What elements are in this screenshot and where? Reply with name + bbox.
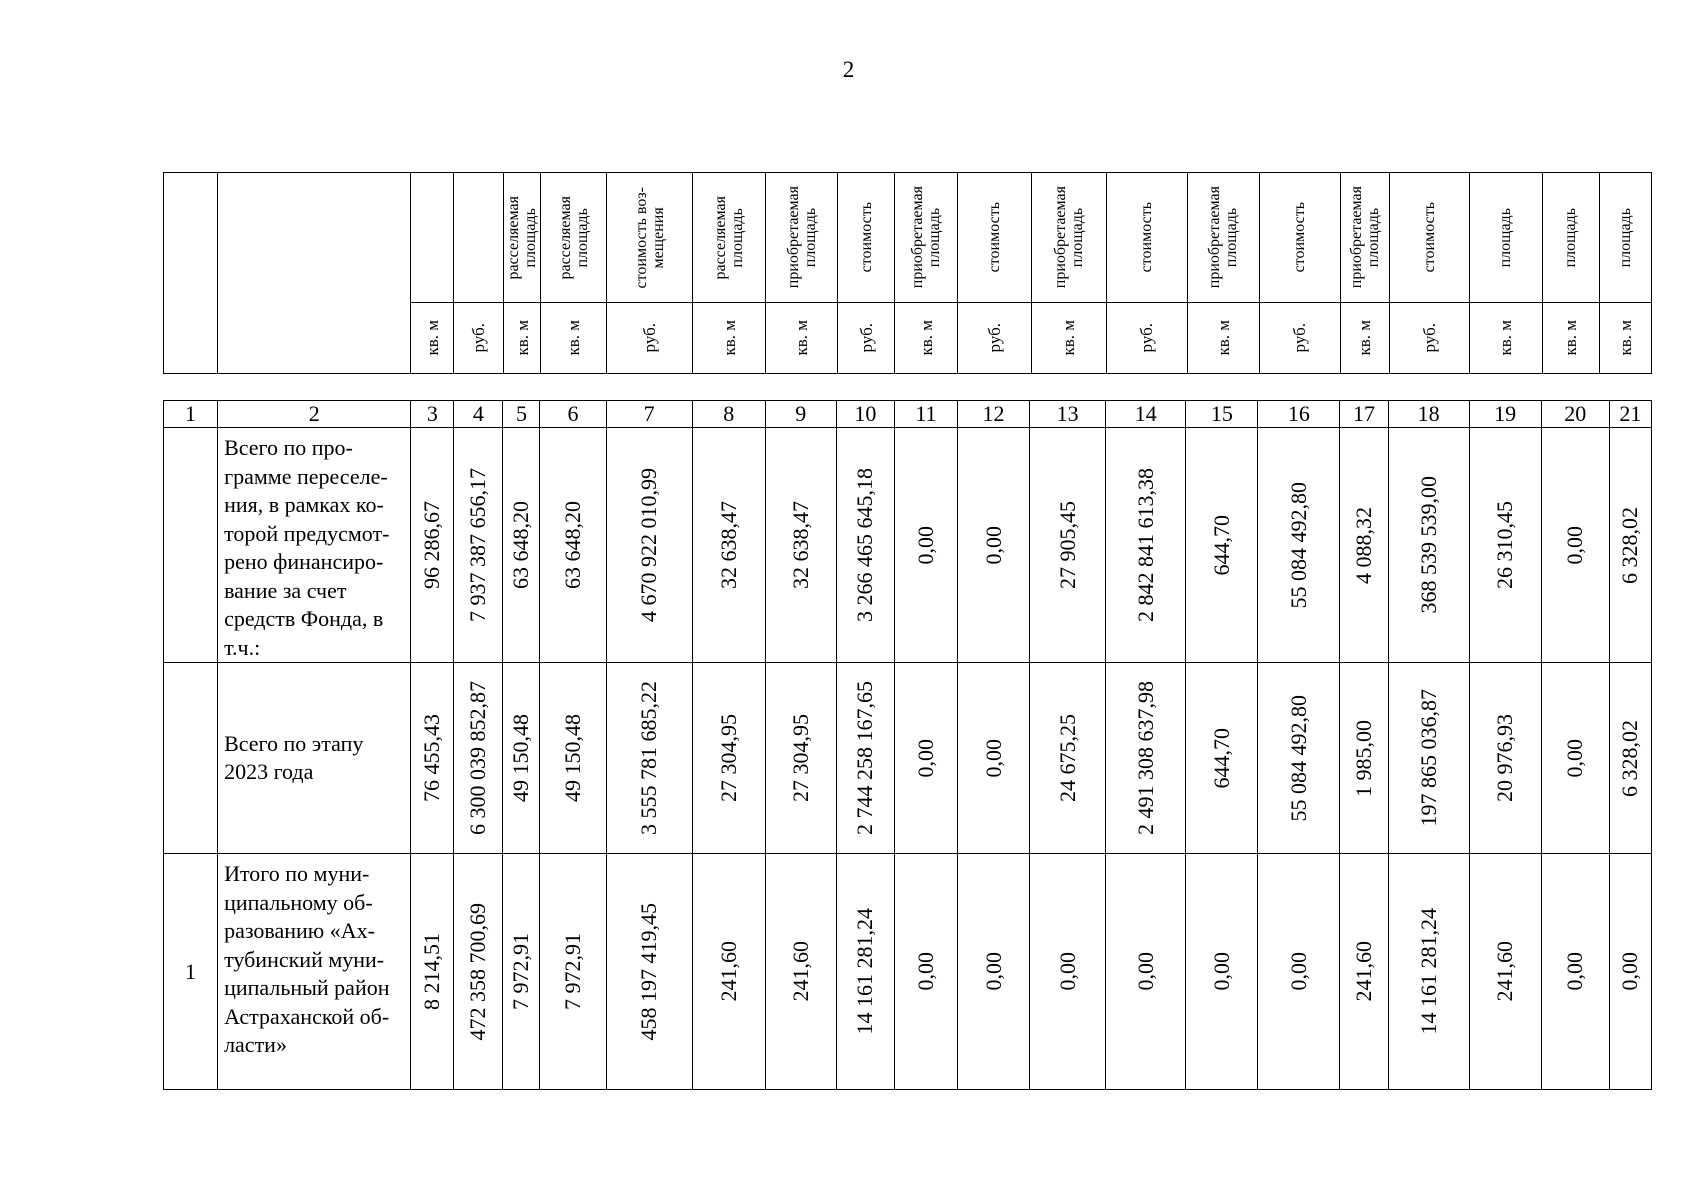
cell-text: 27 304,95 xyxy=(787,714,813,802)
cell-text: 24 675,25 xyxy=(1054,714,1080,802)
cell-text: 241,60 xyxy=(787,941,813,1002)
table-row xyxy=(164,663,1652,854)
cell-text: приобретаемая площадь xyxy=(1051,186,1086,289)
row-name: Всего по этапу 2023 года xyxy=(218,663,411,854)
value-cell xyxy=(692,663,765,854)
column-number: 3 xyxy=(411,401,454,428)
cell-text: 4 670 922 010,99 xyxy=(636,468,662,622)
header-label-cell xyxy=(411,173,454,303)
cell-text: площадь xyxy=(1616,207,1634,268)
row-name: Всего по про- грамме переселе- ния, в рамках ко- торой предусмот- рено финансиро- вание за счет средств Фонда, в т.ч.: xyxy=(218,428,411,663)
value-cell xyxy=(1106,428,1186,663)
cell-text: кв. м xyxy=(1615,320,1635,356)
cell-text: 6 328,02 xyxy=(1617,719,1643,797)
cell-text: 644,70 xyxy=(1208,727,1234,789)
column-number: 16 xyxy=(1258,401,1340,428)
value-cell xyxy=(765,663,836,854)
cell-text: 63 648,20 xyxy=(560,501,585,589)
value-cell xyxy=(1106,663,1186,854)
value-cell xyxy=(1609,663,1651,854)
header-label-cell xyxy=(895,173,958,303)
column-number: 9 xyxy=(765,401,836,428)
header-label-cell xyxy=(454,173,504,303)
cell-text: 49 150,48 xyxy=(560,714,585,802)
cell-text: 14 161 281,24 xyxy=(1415,908,1441,1035)
cell-text: площадь xyxy=(1562,207,1580,268)
cell-text: руб. xyxy=(1419,323,1439,353)
cell-text: 6 328,02 xyxy=(1617,506,1643,584)
cell-text: 0,00 xyxy=(912,525,938,565)
cell-text: кв. м xyxy=(1059,320,1079,356)
cell-text: 241,60 xyxy=(1492,941,1518,1002)
cell-text: 55 084 492,80 xyxy=(1285,481,1311,609)
value-cell xyxy=(1186,663,1258,854)
header-unit-cell xyxy=(1106,303,1187,374)
cell-text: 472 358 700,69 xyxy=(465,902,491,1041)
column-number-row xyxy=(164,401,1652,428)
cell-text: 241,60 xyxy=(1351,941,1376,1002)
cell-text: стоимость xyxy=(857,202,875,273)
cell-text: 63 648,20 xyxy=(508,501,534,589)
value-cell xyxy=(957,663,1029,854)
page-number: 2 xyxy=(842,57,855,82)
cell-text: 0,00 xyxy=(980,952,1006,991)
cell-text: кв. м xyxy=(1355,320,1375,356)
column-number: 2 xyxy=(218,401,411,428)
row-index: 1 xyxy=(164,854,218,1090)
header-unit-cell xyxy=(1542,303,1599,374)
header-label-cell xyxy=(1340,173,1389,303)
cell-text: стоимость xyxy=(1138,202,1156,273)
cell-text: 76 455,43 xyxy=(419,714,445,802)
value-cell xyxy=(606,428,692,663)
cell-text: 55 084 492,80 xyxy=(1285,694,1311,822)
cell-text: 7 972,91 xyxy=(508,933,534,1010)
cell-text: 0,00 xyxy=(912,952,938,991)
cell-text: 458 197 419,45 xyxy=(636,902,662,1041)
column-number: 18 xyxy=(1388,401,1469,428)
cell-text: 0,00 xyxy=(1617,952,1643,991)
header-unit-cell xyxy=(411,303,454,374)
header-unit-cell xyxy=(1259,303,1340,374)
cell-text: кв. м xyxy=(422,320,442,356)
header-label-cell xyxy=(1542,173,1599,303)
header-label-cell xyxy=(504,173,541,303)
cell-text: кв. м xyxy=(1213,320,1233,356)
column-number: 14 xyxy=(1106,401,1186,428)
value-cell xyxy=(1340,854,1388,1090)
cell-text: кв. м xyxy=(564,320,584,356)
cell-text: 2 842 841 613,38 xyxy=(1132,468,1158,622)
column-number: 6 xyxy=(540,401,606,428)
value-cell xyxy=(1258,854,1340,1090)
value-cell xyxy=(503,428,540,663)
column-number: 12 xyxy=(957,401,1029,428)
value-cell xyxy=(411,428,454,663)
header-unit-cell xyxy=(693,303,766,374)
value-cell xyxy=(1469,854,1541,1090)
cell-text: 644,70 xyxy=(1208,514,1234,576)
cell-text: 0,00 xyxy=(1132,952,1158,991)
cell-text: 0,00 xyxy=(912,738,938,778)
header-label-cell xyxy=(541,173,607,303)
value-cell xyxy=(1340,428,1388,663)
header-unit-cell xyxy=(895,303,958,374)
cell-text: 14 161 281,24 xyxy=(852,908,878,1035)
cell-text: 2 491 308 637,98 xyxy=(1132,681,1158,835)
table-row xyxy=(164,428,1652,663)
value-cell xyxy=(1469,428,1541,663)
column-number: 5 xyxy=(503,401,540,428)
cell-text: 197 865 036,87 xyxy=(1415,689,1441,827)
value-cell xyxy=(606,854,692,1090)
header-label-cell xyxy=(1599,173,1651,303)
cell-text: 0,00 xyxy=(1054,952,1080,991)
header-label-cell xyxy=(1106,173,1187,303)
column-number: 10 xyxy=(836,401,894,428)
header-unit-cell xyxy=(766,303,838,374)
cell-text: 96 286,67 xyxy=(419,501,445,589)
value-cell xyxy=(1030,854,1106,1090)
column-number: 21 xyxy=(1609,401,1651,428)
cell-text: приобретаемая площадь xyxy=(1347,186,1382,289)
value-cell xyxy=(1388,854,1469,1090)
column-number: 19 xyxy=(1469,401,1541,428)
cell-text: 27 304,95 xyxy=(715,714,741,802)
header-unit-cell xyxy=(504,303,541,374)
value-cell xyxy=(894,428,957,663)
value-cell xyxy=(1030,428,1106,663)
cell-text: 4 088,32 xyxy=(1351,506,1376,584)
header-labels-row xyxy=(164,173,1652,303)
cell-text: 368 539 539,00 xyxy=(1415,476,1441,614)
cell-text: кв. м xyxy=(1496,320,1516,356)
value-cell xyxy=(503,854,540,1090)
cell-text: руб. xyxy=(856,323,876,353)
header-unit-cell xyxy=(1389,303,1469,374)
cell-text: 0,00 xyxy=(980,525,1006,565)
value-cell xyxy=(606,663,692,854)
header-label-cell xyxy=(1187,173,1259,303)
header-unit-cell xyxy=(1031,303,1106,374)
value-cell xyxy=(692,428,765,663)
cell-text: 6 300 039 852,87 xyxy=(465,681,491,835)
cell-text: 3 555 781 685,22 xyxy=(636,681,662,835)
cell-text: кв. м xyxy=(1561,320,1581,356)
value-cell xyxy=(1258,428,1340,663)
cell-text: стоимость xyxy=(1420,202,1438,273)
header-blank-cell xyxy=(164,173,218,374)
cell-text: 241,60 xyxy=(715,941,741,1002)
header-unit-cell xyxy=(1187,303,1259,374)
value-cell xyxy=(894,663,957,854)
cell-text: приобретаемая площадь xyxy=(909,186,944,289)
value-cell xyxy=(1106,854,1186,1090)
cell-text: кв. м xyxy=(792,320,812,356)
cell-text: руб. xyxy=(469,323,489,353)
value-cell xyxy=(1609,854,1651,1090)
value-cell xyxy=(454,428,503,663)
row-index xyxy=(164,663,218,854)
value-cell xyxy=(894,854,957,1090)
cell-text: 26 310,45 xyxy=(1492,501,1518,589)
value-cell xyxy=(692,854,765,1090)
value-cell xyxy=(411,663,454,854)
value-cell xyxy=(540,428,606,663)
cell-text: расселяемая площадь xyxy=(712,195,747,280)
cell-text: руб. xyxy=(1137,323,1157,353)
cell-text: 7 937 387 656,17 xyxy=(465,468,491,622)
value-cell xyxy=(1186,428,1258,663)
cell-text: руб. xyxy=(1290,323,1310,353)
column-number: 4 xyxy=(454,401,503,428)
value-cell xyxy=(1186,854,1258,1090)
row-index xyxy=(164,428,218,663)
column-number: 13 xyxy=(1030,401,1106,428)
value-cell xyxy=(765,428,836,663)
cell-text: кв. м xyxy=(512,320,532,356)
cell-text: 32 638,47 xyxy=(715,501,741,589)
cell-text: 0,00 xyxy=(1562,952,1588,991)
column-number: 7 xyxy=(606,401,692,428)
value-cell xyxy=(1388,428,1469,663)
header-blank-cell xyxy=(218,173,411,374)
cell-text: 0,00 xyxy=(980,738,1006,778)
value-cell xyxy=(1609,428,1651,663)
main-table xyxy=(163,400,1652,1090)
column-number: 17 xyxy=(1340,401,1388,428)
header-label-cell xyxy=(1031,173,1106,303)
header-unit-cell xyxy=(1340,303,1389,374)
value-cell xyxy=(1030,663,1106,854)
value-cell xyxy=(1541,854,1609,1090)
cell-text: 3 266 465 645,18 xyxy=(852,468,878,622)
cell-text: стоимость xyxy=(985,202,1003,273)
cell-text: 0,00 xyxy=(1562,738,1588,778)
cell-text: приобретаемая площадь xyxy=(1206,186,1241,289)
header-label-cell xyxy=(766,173,838,303)
value-cell xyxy=(957,428,1029,663)
cell-text: 27 905,45 xyxy=(1054,501,1080,589)
cell-text: кв. м xyxy=(916,320,936,356)
cell-text: 20 976,93 xyxy=(1492,714,1518,802)
cell-text: руб. xyxy=(640,323,660,353)
value-cell xyxy=(957,854,1029,1090)
value-cell xyxy=(540,663,606,854)
cell-text: 7 972,91 xyxy=(560,933,585,1010)
value-cell xyxy=(836,663,894,854)
value-cell xyxy=(765,854,836,1090)
cell-text: 8 214,51 xyxy=(419,933,445,1010)
cell-text: руб. xyxy=(984,323,1004,353)
cell-text: 0,00 xyxy=(1208,952,1234,991)
header-label-cell xyxy=(1259,173,1340,303)
cell-text: 0,00 xyxy=(1562,525,1588,565)
value-cell xyxy=(503,663,540,854)
value-cell xyxy=(1541,428,1609,663)
value-cell xyxy=(836,854,894,1090)
value-cell xyxy=(836,428,894,663)
cell-text: 32 638,47 xyxy=(787,501,813,589)
value-cell xyxy=(454,854,503,1090)
header-unit-cell xyxy=(607,303,693,374)
value-cell xyxy=(1258,663,1340,854)
header-unit-cell xyxy=(958,303,1031,374)
cell-text: 49 150,48 xyxy=(508,714,534,802)
column-number: 8 xyxy=(692,401,765,428)
header-label-cell xyxy=(958,173,1031,303)
cell-text: площадь xyxy=(1497,207,1515,268)
header-label-cell xyxy=(1469,173,1542,303)
header-unit-cell xyxy=(1469,303,1542,374)
value-cell xyxy=(540,854,606,1090)
cell-text: приобретаемая площадь xyxy=(784,186,819,289)
header-unit-cell xyxy=(454,303,504,374)
header-label-cell xyxy=(693,173,766,303)
header-label-cell xyxy=(838,173,895,303)
column-number: 15 xyxy=(1186,401,1258,428)
header-unit-cell xyxy=(838,303,895,374)
column-number: 1 xyxy=(164,401,218,428)
header-label-cell xyxy=(1389,173,1469,303)
cell-text: 0,00 xyxy=(1285,952,1311,991)
row-name: Итого по муни- ципальному об- разованию «Ах- тубинский муни- ципальный район Астраханской об- ласти» xyxy=(218,854,411,1090)
cell-text: кв. м xyxy=(719,320,739,356)
value-cell xyxy=(411,854,454,1090)
value-cell xyxy=(1469,663,1541,854)
column-number: 20 xyxy=(1541,401,1609,428)
cell-text: стоимость воз- мещения xyxy=(632,186,667,289)
header-label-cell xyxy=(607,173,693,303)
cell-text: 1 985,00 xyxy=(1351,719,1376,797)
cell-text: расселяемая площадь xyxy=(556,195,591,280)
cell-text: стоимость xyxy=(1291,202,1309,273)
cell-text: расселяемая площадь xyxy=(505,195,540,280)
value-cell xyxy=(454,663,503,854)
column-number: 11 xyxy=(894,401,957,428)
cell-text: 2 744 258 167,65 xyxy=(852,681,878,835)
header-table xyxy=(163,172,1652,374)
header-unit-cell xyxy=(1599,303,1651,374)
value-cell xyxy=(1340,663,1388,854)
table-row xyxy=(164,854,1652,1090)
header-unit-cell xyxy=(541,303,607,374)
value-cell xyxy=(1388,663,1469,854)
value-cell xyxy=(1541,663,1609,854)
